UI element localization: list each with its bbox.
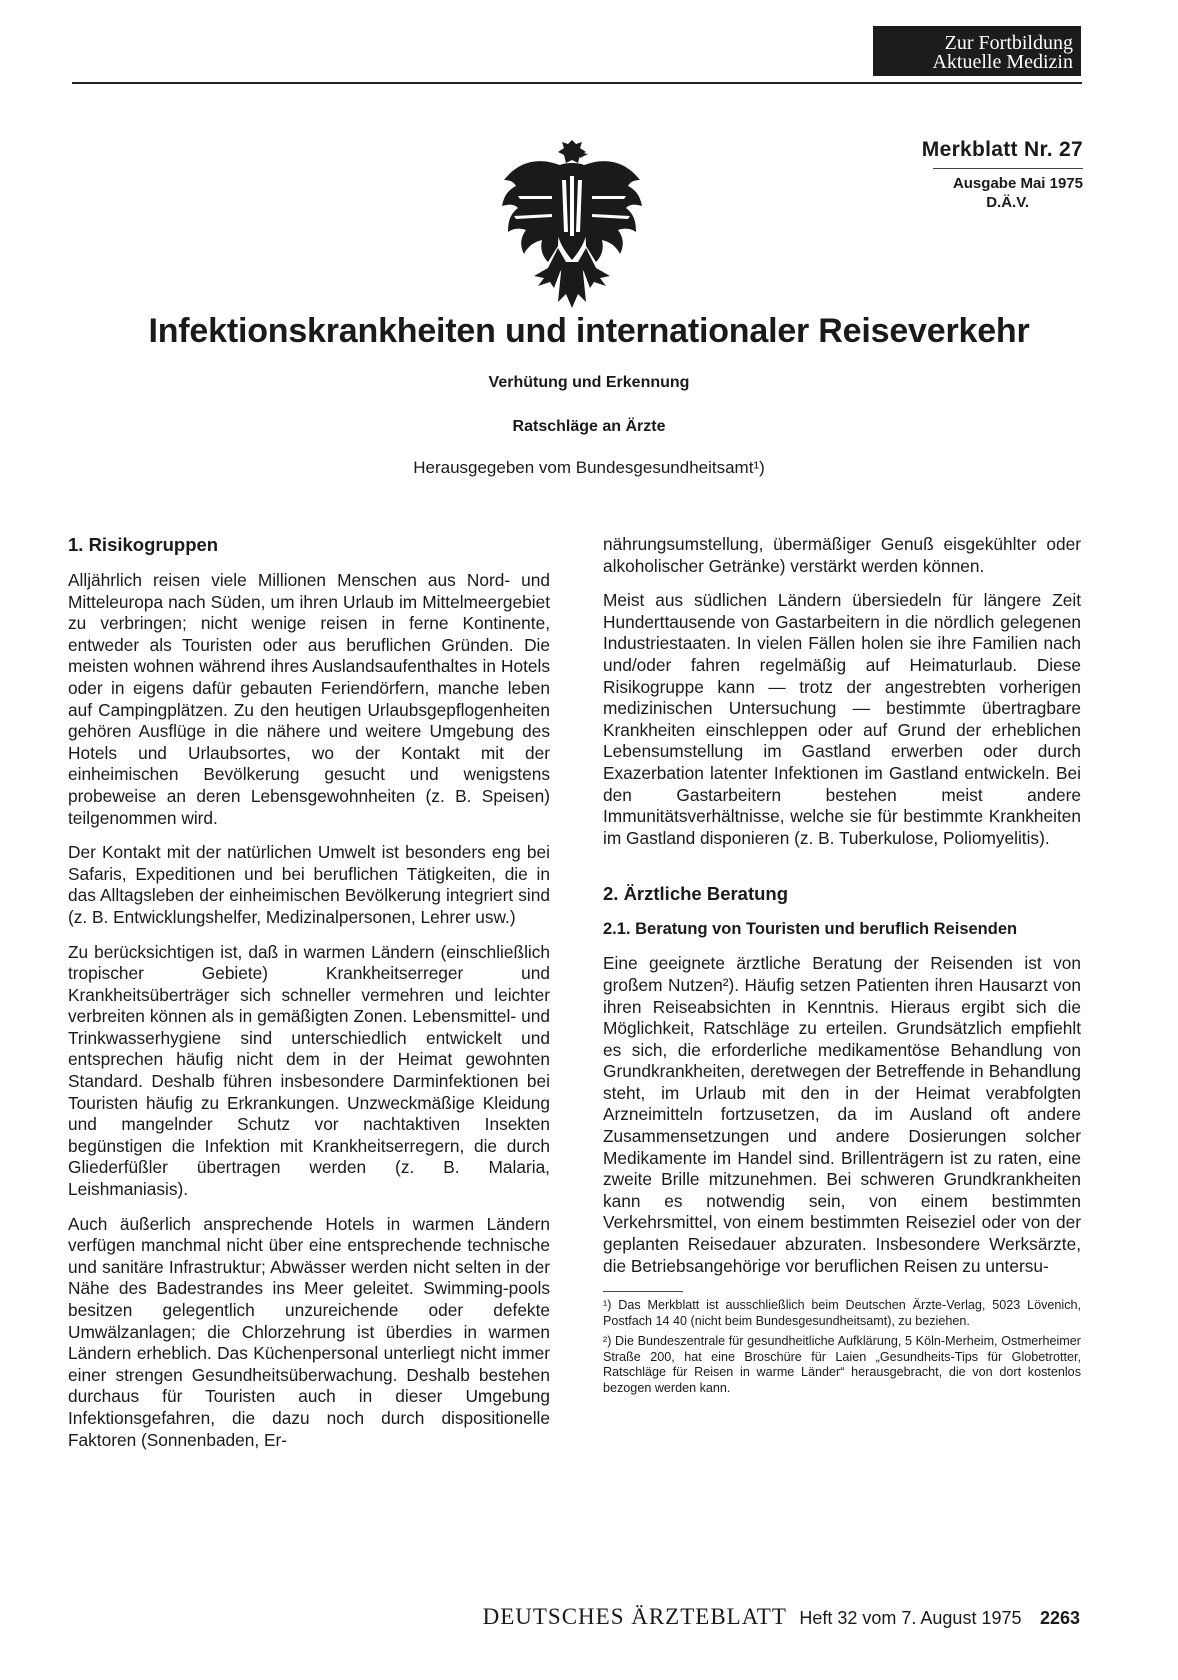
paragraph: Zu berücksichtigen ist, daß in warmen Ländern (einschließlich tropischer Gebiete) Krankheitserreger und Krankheitsüberträger sich schneller vermehren und leichter verbreiten können als in gemäßigten Zonen. Lebensmittel- und Trinkwasserhygiene sind unterschiedlich entwickelt und entsprechen häufig nicht dem in der Heimat gewohnten Standard. Deshalb führen insbesondere Darminfektionen bei Touristen häufig zu Erkrankungen. Unzweckmäßige Kleidung und mangelnder Schutz vor nachtaktiven Insekten begünstigen die Infektion mit Krankheitserregern, die durch Gliederfüßler übertragen werden (z. B. Malaria, Leishmaniasis). [68,941,550,1200]
footnote-2: ²) Die Bundeszentrale für gesundheitliche Aufklärung, 5 Köln-Merheim, Ostmerheimer Straße 200, hat eine Broschüre für Laien „Gesundheits-Tips für Globetrotter, Ratschläge für Reisen in warme Länder“ herausgebracht, die von dort kostenlos bezogen werden kann. [603,1334,1081,1395]
paragraph: nährungsumstellung, übermäßiger Genuß eisgekühlter oder alkoholischer Getränke) verstärkt werden können. [603,534,1081,576]
section-heading-aerztliche-beratung: 2. Ärztliche Beratung [603,883,789,905]
page-footer [0,1604,1080,1630]
page-number: 2263 [1039,1608,1080,1628]
merkblatt-number: Merkblatt Nr. 27 [921,138,1083,161]
top-rule [72,82,1082,84]
paragraph: Auch äußerlich ansprechende Hotels in warmen Ländern verfügen manchmal nicht über eine entsprechende technische und sanitäre Infrastruktur; Abwässer werden nicht selten in der Nähe des Badestrandes ins Meer geleitet. Swimming-pools besitzen gelegentlich unzureichende oder defekte Umwälzanlagen; die Chlorzehrung ist überdies in warmen Ländern erheblich. Das Küchenpersonal unterliegt nicht immer einer strengen Gesundheitsüberwachung. Deshalb bestehen durchaus für Touristen auch in dieser Umgebung Infektionsgefahren, die dazu noch durch dispositionelle Faktoren (Sonnenbaden, Er- [68,1213,550,1450]
edition-date: Ausgabe Mai 1975 [952,175,1083,192]
section-heading-risikogruppen: 1. Risikogruppen [68,534,219,555]
publisher-line: Herausgegeben vom Bundesgesundheitsamt¹) [413,458,765,477]
section-label-line2: Aktuelle Medizin [932,51,1073,73]
page-title: Infektionskrankheiten und internationaler Reiseverkehr [148,312,1030,350]
issue-info: Heft 32 vom 7. August 1975 [799,1608,1022,1628]
section-label-line1: Zur Fortbildung [944,32,1073,54]
paragraph: Meist aus südlichen Ländern übersiedeln für längere Zeit Hunderttausende von Gastarbeitern in die nördlich gelegenen Industriestaaten. In vielen Fällen holen sie ihre Familien nach und/oder fahren regelmäßig auf Heimaturlaub. Diese Risikogruppe kann — trotz der angestrebten vorherigen medizinischen Untersuchung — bestimmte übertragbare Krankheiten einschleppen oder auf Grund der erheblichen Lebensumstellung im Gastland erwerben oder durch Exazerbation latenter Infektionen im Gastland entwickeln. Bei den Gastarbeitern bestehen meist andere Immunitätsverhältnisse, welche sie für bestimmte Krankheiten im Gastland disponieren (z. B. Tuberkulose, Poliomyelitis). [603,590,1081,848]
meta-rule [933,168,1083,169]
footnote-1: ¹) Das Merkblatt ist ausschließlich beim Deutschen Ärzte-Verlag, 5023 Lövenich, Postfach 14 40 (nicht beim Bundesgesundheitsamt), zu beziehen. [603,1298,1081,1328]
paragraph: Eine geeignete ärztliche Beratung der Reisenden ist von großem Nutzen²). Häufig setzen Patienten ihren Hausarzt von ihren Reiseabsichten in Kenntnis. Hieraus ergibt sich die Möglichkeit, Ratschläge zu erteilen. Grundsätzlich empfiehlt es sich, die erforderliche medikamentöse Behandlung von Grundkrankheiten, deretwegen der Betreffende in Behandlung steht, im Urlaub mit den in der Heimat verabfolgten Arzneimitteln fortzusetzen, da im Ausland oft andere Zusammensetzungen und andere Dosierungen solcher Medikamente im Handel sind. Brillenträgern ist zu raten, eine zweite Brille mitzunehmen. Bei schweren Grundkrankheiten kann es notwendig sein, von einem bestimmten Verkehrsmittel, von einem bestimmten Reiseziel oder von der geplanten Reisedauer abzuraten. Insbesondere Werksärzte, die Betriebsangehörige vor beruflichen Reisen zu untersu- [603,953,1081,1276]
section-label-box [873,26,1081,76]
right-column [603,534,1081,1401]
journal-name: DEUTSCHES ÄRZTEBLATT [482,1604,787,1629]
subtitle: Verhütung und Erkennung [488,374,690,391]
footnote-rule [603,1291,683,1292]
subsection-heading-beratung: 2.1. Beratung von Touristen und beruflich Reisenden [603,920,1018,939]
publisher-abbreviation: D.Ä.V. [986,194,1029,211]
document-meta [922,138,1083,213]
paragraph: Der Kontakt mit der natürlichen Umwelt ist besonders eng bei Safaris, Expeditionen und bei beruflichen Tätigkeiten, die in das Alltagsleben der einheimischen Bevölkerung integriert sind (z. B. Entwicklungshelfer, Medizinalpersonen, Lehrer usw.) [68,842,550,927]
subtitle-secondary: Ratschläge an Ärzte [512,418,666,435]
left-column [68,534,550,1464]
federal-eagle-emblem [498,136,646,312]
paragraph: Alljährlich reisen viele Millionen Menschen aus Nord- und Mitteleuropa nach Süden, um ihren Urlaub im Mittelmeergebiet zu verbringen; nicht wenige reisen in ferne Kontinente, entweder als Touristen oder aus beruflichen Gründen. Die meisten wohnen während ihres Auslandsaufenthaltes in Hotels oder in eigens dafür gebauten Feriendörfern, manche leben auf Campingplätzen. Zu den heutigen Urlaubsgepflogenheiten gehören Ausflüge in die nähere und weitere Umgebung des Hotels und Urlaubsortes, wo der Kontakt mit der einheimischen Bevölkerung gesucht und wenigstens probeweise an deren Lebensgewohnheiten (z. B. Speisen) teilgenommen wird. [68,570,550,828]
